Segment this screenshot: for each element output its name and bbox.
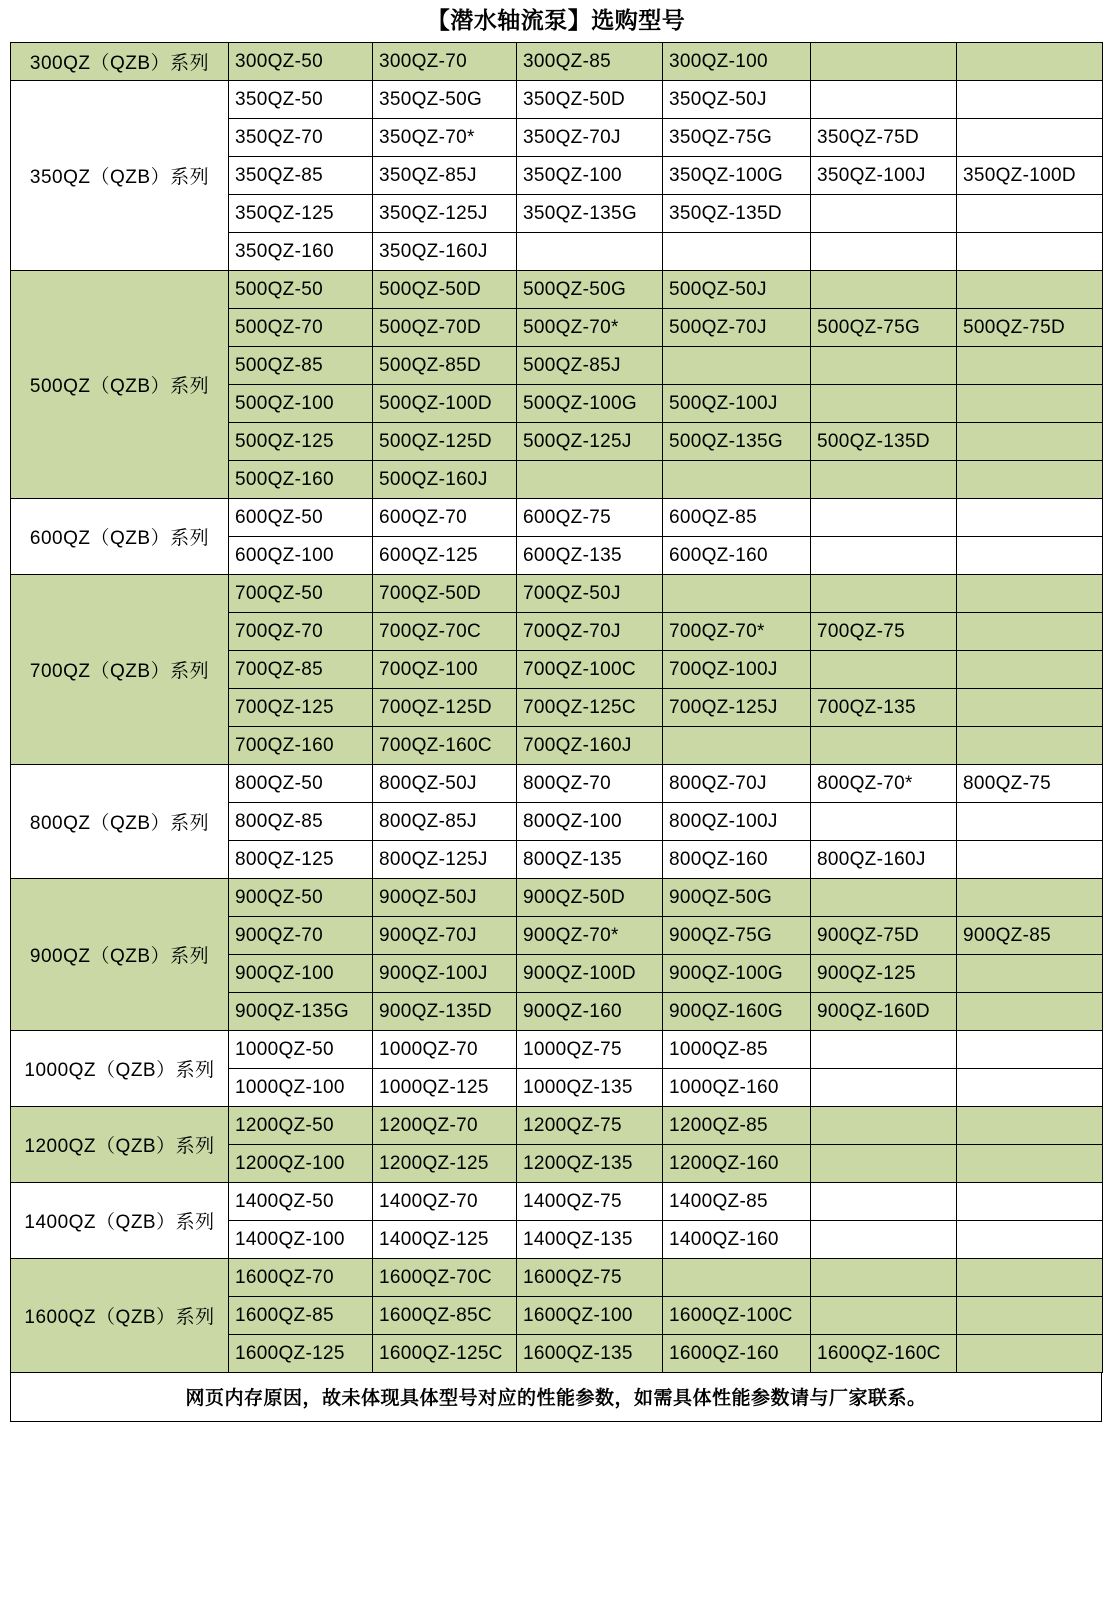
table-row	[11, 499, 1103, 537]
model-cell[interactable]: 900QZ-70J	[373, 917, 517, 955]
empty-cell	[811, 537, 957, 575]
model-cell[interactable]: 500QZ-70	[229, 309, 373, 347]
model-cell[interactable]: 1000QZ-85	[663, 1031, 811, 1069]
model-cell[interactable]: 1200QZ-85	[663, 1107, 811, 1145]
model-cell[interactable]: 700QZ-125J	[663, 689, 811, 727]
table-row	[11, 1259, 1103, 1297]
model-cell[interactable]: 350QZ-135G	[517, 195, 663, 233]
empty-cell	[957, 841, 1103, 879]
model-cell[interactable]: 800QZ-160	[663, 841, 811, 879]
model-cell[interactable]: 1600QZ-85	[229, 1297, 373, 1335]
table-body	[11, 43, 1103, 1373]
model-cell[interactable]: 1400QZ-70	[373, 1183, 517, 1221]
empty-cell	[811, 385, 957, 423]
model-cell[interactable]: 350QZ-50	[229, 81, 373, 119]
empty-cell	[957, 537, 1103, 575]
model-cell[interactable]: 350QZ-50J	[663, 81, 811, 119]
model-cell[interactable]: 350QZ-125	[229, 195, 373, 233]
empty-cell	[811, 271, 957, 309]
table-row	[11, 1107, 1103, 1145]
empty-cell	[957, 81, 1103, 119]
model-cell[interactable]: 500QZ-160	[229, 461, 373, 499]
model-cell[interactable]: 900QZ-50D	[517, 879, 663, 917]
series-label: 1400QZ（QZB）系列	[11, 1183, 229, 1259]
model-cell[interactable]: 900QZ-135D	[373, 993, 517, 1031]
model-cell[interactable]: 1000QZ-75	[517, 1031, 663, 1069]
model-cell[interactable]: 1400QZ-100	[229, 1221, 373, 1259]
table-row	[11, 1031, 1103, 1069]
model-cell[interactable]: 700QZ-50J	[517, 575, 663, 613]
model-cell[interactable]: 500QZ-125	[229, 423, 373, 461]
model-cell[interactable]: 300QZ-85	[517, 43, 663, 81]
model-cell[interactable]: 600QZ-125	[373, 537, 517, 575]
empty-cell	[811, 195, 957, 233]
series-label: 600QZ（QZB）系列	[11, 499, 229, 575]
model-cell[interactable]: 800QZ-70*	[811, 765, 957, 803]
model-cell[interactable]: 1000QZ-70	[373, 1031, 517, 1069]
model-cell[interactable]: 700QZ-160C	[373, 727, 517, 765]
model-cell[interactable]: 350QZ-50G	[373, 81, 517, 119]
empty-cell	[957, 879, 1103, 917]
model-cell[interactable]: 900QZ-70*	[517, 917, 663, 955]
empty-cell	[811, 1221, 957, 1259]
empty-cell	[957, 1031, 1103, 1069]
table-row	[11, 575, 1103, 613]
model-cell[interactable]: 1600QZ-70C	[373, 1259, 517, 1297]
model-cell[interactable]: 600QZ-50	[229, 499, 373, 537]
empty-cell	[957, 1335, 1103, 1373]
model-cell[interactable]: 1200QZ-50	[229, 1107, 373, 1145]
model-cell[interactable]: 900QZ-75D	[811, 917, 957, 955]
model-cell[interactable]: 800QZ-135	[517, 841, 663, 879]
model-cell[interactable]: 350QZ-100D	[957, 157, 1103, 195]
empty-cell	[811, 43, 957, 81]
empty-cell	[811, 727, 957, 765]
model-cell[interactable]: 600QZ-135	[517, 537, 663, 575]
model-cell[interactable]: 700QZ-100C	[517, 651, 663, 689]
model-cell[interactable]: 350QZ-100	[517, 157, 663, 195]
empty-cell	[957, 43, 1103, 81]
model-cell[interactable]: 350QZ-100J	[811, 157, 957, 195]
series-label: 900QZ（QZB）系列	[11, 879, 229, 1031]
model-cell[interactable]: 500QZ-70J	[663, 309, 811, 347]
series-label: 500QZ（QZB）系列	[11, 271, 229, 499]
model-cell[interactable]: 300QZ-100	[663, 43, 811, 81]
model-cell[interactable]: 500QZ-50D	[373, 271, 517, 309]
model-cell[interactable]: 800QZ-85	[229, 803, 373, 841]
model-cell[interactable]: 900QZ-160	[517, 993, 663, 1031]
model-cell[interactable]: 1600QZ-125	[229, 1335, 373, 1373]
empty-cell	[957, 651, 1103, 689]
model-cell[interactable]: 350QZ-85	[229, 157, 373, 195]
empty-cell	[957, 499, 1103, 537]
series-label: 800QZ（QZB）系列	[11, 765, 229, 879]
series-label: 300QZ（QZB）系列	[11, 43, 229, 81]
empty-cell	[811, 1031, 957, 1069]
empty-cell	[957, 613, 1103, 651]
empty-cell	[663, 347, 811, 385]
model-cell[interactable]: 800QZ-70	[517, 765, 663, 803]
model-cell[interactable]: 1400QZ-135	[517, 1221, 663, 1259]
empty-cell	[957, 1145, 1103, 1183]
model-cell[interactable]: 500QZ-100	[229, 385, 373, 423]
empty-cell	[663, 461, 811, 499]
empty-cell	[957, 993, 1103, 1031]
model-cell[interactable]: 1600QZ-85C	[373, 1297, 517, 1335]
model-cell[interactable]: 800QZ-100J	[663, 803, 811, 841]
model-cell[interactable]: 1200QZ-135	[517, 1145, 663, 1183]
empty-cell	[811, 1259, 957, 1297]
model-cell[interactable]: 900QZ-85	[957, 917, 1103, 955]
model-cell[interactable]: 900QZ-100J	[373, 955, 517, 993]
model-cell[interactable]: 700QZ-125	[229, 689, 373, 727]
model-cell[interactable]: 1000QZ-50	[229, 1031, 373, 1069]
model-cell[interactable]: 500QZ-85J	[517, 347, 663, 385]
model-cell[interactable]: 1000QZ-135	[517, 1069, 663, 1107]
empty-cell	[811, 461, 957, 499]
model-cell[interactable]: 900QZ-100G	[663, 955, 811, 993]
empty-cell	[957, 575, 1103, 613]
model-cell[interactable]: 700QZ-50D	[373, 575, 517, 613]
empty-cell	[811, 347, 957, 385]
model-cell[interactable]: 350QZ-85J	[373, 157, 517, 195]
model-cell[interactable]: 500QZ-50	[229, 271, 373, 309]
empty-cell	[517, 461, 663, 499]
model-cell[interactable]: 350QZ-135D	[663, 195, 811, 233]
model-cell[interactable]: 700QZ-70*	[663, 613, 811, 651]
empty-cell	[811, 499, 957, 537]
empty-cell	[957, 1297, 1103, 1335]
model-cell[interactable]: 900QZ-125	[811, 955, 957, 993]
model-cell[interactable]: 300QZ-50	[229, 43, 373, 81]
model-cell[interactable]: 500QZ-70D	[373, 309, 517, 347]
model-cell[interactable]: 800QZ-160J	[811, 841, 957, 879]
table-row	[11, 879, 1103, 917]
model-cell[interactable]: 800QZ-100	[517, 803, 663, 841]
model-cell[interactable]: 350QZ-70	[229, 119, 373, 157]
model-cell[interactable]: 900QZ-160D	[811, 993, 957, 1031]
model-cell[interactable]: 1400QZ-85	[663, 1183, 811, 1221]
footer-note: 网页内存原因，故未体现具体型号对应的性能参数，如需具体性能参数请与厂家联系。	[10, 1373, 1102, 1422]
model-cell[interactable]: 700QZ-135	[811, 689, 957, 727]
model-cell[interactable]: 1600QZ-100C	[663, 1297, 811, 1335]
model-cell[interactable]: 900QZ-100D	[517, 955, 663, 993]
model-cell[interactable]: 1200QZ-125	[373, 1145, 517, 1183]
model-cell[interactable]: 900QZ-135G	[229, 993, 373, 1031]
model-cell[interactable]: 1600QZ-70	[229, 1259, 373, 1297]
model-cell[interactable]: 700QZ-85	[229, 651, 373, 689]
model-cell[interactable]: 1600QZ-125C	[373, 1335, 517, 1373]
series-label: 1200QZ（QZB）系列	[11, 1107, 229, 1183]
model-cell[interactable]: 500QZ-100G	[517, 385, 663, 423]
model-cell[interactable]: 600QZ-85	[663, 499, 811, 537]
model-cell[interactable]: 350QZ-50D	[517, 81, 663, 119]
model-cell[interactable]: 1200QZ-75	[517, 1107, 663, 1145]
empty-cell	[957, 385, 1103, 423]
series-label: 1600QZ（QZB）系列	[11, 1259, 229, 1373]
model-cell[interactable]: 800QZ-125J	[373, 841, 517, 879]
table-row	[11, 271, 1103, 309]
model-cell[interactable]: 1200QZ-160	[663, 1145, 811, 1183]
empty-cell	[957, 1107, 1103, 1145]
model-cell[interactable]: 500QZ-50G	[517, 271, 663, 309]
model-cell[interactable]: 900QZ-50G	[663, 879, 811, 917]
model-cell[interactable]: 700QZ-160J	[517, 727, 663, 765]
series-label: 700QZ（QZB）系列	[11, 575, 229, 765]
table-row	[11, 81, 1103, 119]
model-cell[interactable]: 700QZ-100J	[663, 651, 811, 689]
model-cell[interactable]: 900QZ-70	[229, 917, 373, 955]
empty-cell	[957, 119, 1103, 157]
pump-model-table	[10, 42, 1103, 1373]
model-cell[interactable]: 500QZ-125J	[517, 423, 663, 461]
model-cell[interactable]: 900QZ-100	[229, 955, 373, 993]
model-cell[interactable]: 500QZ-135G	[663, 423, 811, 461]
empty-cell	[957, 1069, 1103, 1107]
model-cell[interactable]: 500QZ-75D	[957, 309, 1103, 347]
model-cell[interactable]: 350QZ-125J	[373, 195, 517, 233]
model-cell[interactable]: 700QZ-50	[229, 575, 373, 613]
empty-cell	[811, 81, 957, 119]
model-cell[interactable]: 1000QZ-125	[373, 1069, 517, 1107]
empty-cell	[957, 461, 1103, 499]
empty-cell	[957, 727, 1103, 765]
model-cell[interactable]: 1400QZ-125	[373, 1221, 517, 1259]
model-cell[interactable]: 800QZ-85J	[373, 803, 517, 841]
model-cell[interactable]: 500QZ-70*	[517, 309, 663, 347]
model-cell[interactable]: 1200QZ-100	[229, 1145, 373, 1183]
empty-cell	[811, 879, 957, 917]
empty-cell	[811, 803, 957, 841]
model-cell[interactable]: 800QZ-125	[229, 841, 373, 879]
empty-cell	[957, 423, 1103, 461]
model-cell[interactable]: 350QZ-160J	[373, 233, 517, 271]
model-cell[interactable]: 1000QZ-160	[663, 1069, 811, 1107]
model-cell[interactable]: 300QZ-70	[373, 43, 517, 81]
model-cell[interactable]: 900QZ-160G	[663, 993, 811, 1031]
model-cell[interactable]: 900QZ-75G	[663, 917, 811, 955]
empty-cell	[663, 727, 811, 765]
empty-cell	[957, 347, 1103, 385]
table-row	[11, 43, 1103, 81]
empty-cell	[663, 575, 811, 613]
model-cell[interactable]: 1400QZ-75	[517, 1183, 663, 1221]
model-cell[interactable]: 500QZ-100D	[373, 385, 517, 423]
model-cell[interactable]: 500QZ-135D	[811, 423, 957, 461]
model-cell[interactable]: 500QZ-50J	[663, 271, 811, 309]
model-cell[interactable]: 1600QZ-160C	[811, 1335, 957, 1373]
series-label: 350QZ（QZB）系列	[11, 81, 229, 271]
empty-cell	[957, 1259, 1103, 1297]
model-cell[interactable]: 700QZ-70J	[517, 613, 663, 651]
model-cell[interactable]: 600QZ-160	[663, 537, 811, 575]
empty-cell	[957, 271, 1103, 309]
empty-cell	[957, 689, 1103, 727]
model-cell[interactable]: 500QZ-100J	[663, 385, 811, 423]
empty-cell	[811, 1107, 957, 1145]
empty-cell	[663, 233, 811, 271]
model-cell[interactable]: 700QZ-160	[229, 727, 373, 765]
model-cell[interactable]: 800QZ-75	[957, 765, 1103, 803]
model-cell[interactable]: 700QZ-100	[373, 651, 517, 689]
model-cell[interactable]: 800QZ-70J	[663, 765, 811, 803]
empty-cell	[957, 233, 1103, 271]
model-cell[interactable]: 1600QZ-100	[517, 1297, 663, 1335]
model-cell[interactable]: 800QZ-50	[229, 765, 373, 803]
empty-cell	[957, 195, 1103, 233]
model-cell[interactable]: 700QZ-70C	[373, 613, 517, 651]
model-cell[interactable]: 800QZ-50J	[373, 765, 517, 803]
model-cell[interactable]: 700QZ-125D	[373, 689, 517, 727]
model-cell[interactable]: 500QZ-85D	[373, 347, 517, 385]
model-cell[interactable]: 700QZ-125C	[517, 689, 663, 727]
model-cell[interactable]: 500QZ-125D	[373, 423, 517, 461]
model-cell[interactable]: 600QZ-75	[517, 499, 663, 537]
empty-cell	[957, 955, 1103, 993]
model-cell[interactable]: 350QZ-100G	[663, 157, 811, 195]
page-title: 【潜水轴流泵】选购型号	[426, 7, 686, 33]
empty-cell	[957, 803, 1103, 841]
model-cell[interactable]: 350QZ-75G	[663, 119, 811, 157]
empty-cell	[957, 1183, 1103, 1221]
model-cell[interactable]: 1600QZ-135	[517, 1335, 663, 1373]
model-cell[interactable]: 1400QZ-50	[229, 1183, 373, 1221]
empty-cell	[517, 233, 663, 271]
empty-cell	[811, 651, 957, 689]
empty-cell	[811, 1183, 957, 1221]
model-cell[interactable]: 700QZ-75	[811, 613, 957, 651]
model-cell[interactable]: 500QZ-85	[229, 347, 373, 385]
model-cell[interactable]: 1400QZ-160	[663, 1221, 811, 1259]
empty-cell	[811, 1145, 957, 1183]
model-cell[interactable]: 350QZ-70*	[373, 119, 517, 157]
model-cell[interactable]: 1000QZ-100	[229, 1069, 373, 1107]
model-cell[interactable]: 500QZ-160J	[373, 461, 517, 499]
empty-cell	[957, 1221, 1103, 1259]
empty-cell	[811, 1297, 957, 1335]
model-cell[interactable]: 600QZ-100	[229, 537, 373, 575]
model-cell[interactable]: 1600QZ-160	[663, 1335, 811, 1373]
empty-cell	[811, 1069, 957, 1107]
model-cell[interactable]: 350QZ-160	[229, 233, 373, 271]
model-cell[interactable]: 350QZ-70J	[517, 119, 663, 157]
model-cell[interactable]: 1200QZ-70	[373, 1107, 517, 1145]
model-cell[interactable]: 900QZ-50	[229, 879, 373, 917]
empty-cell	[663, 1259, 811, 1297]
model-cell[interactable]: 1600QZ-75	[517, 1259, 663, 1297]
model-cell[interactable]: 500QZ-75G	[811, 309, 957, 347]
empty-cell	[811, 575, 957, 613]
table-row	[11, 765, 1103, 803]
series-label: 1000QZ（QZB）系列	[11, 1031, 229, 1107]
table-row	[11, 1183, 1103, 1221]
model-cell[interactable]: 350QZ-75D	[811, 119, 957, 157]
model-cell[interactable]: 700QZ-70	[229, 613, 373, 651]
model-cell[interactable]: 600QZ-70	[373, 499, 517, 537]
empty-cell	[811, 233, 957, 271]
model-cell[interactable]: 900QZ-50J	[373, 879, 517, 917]
